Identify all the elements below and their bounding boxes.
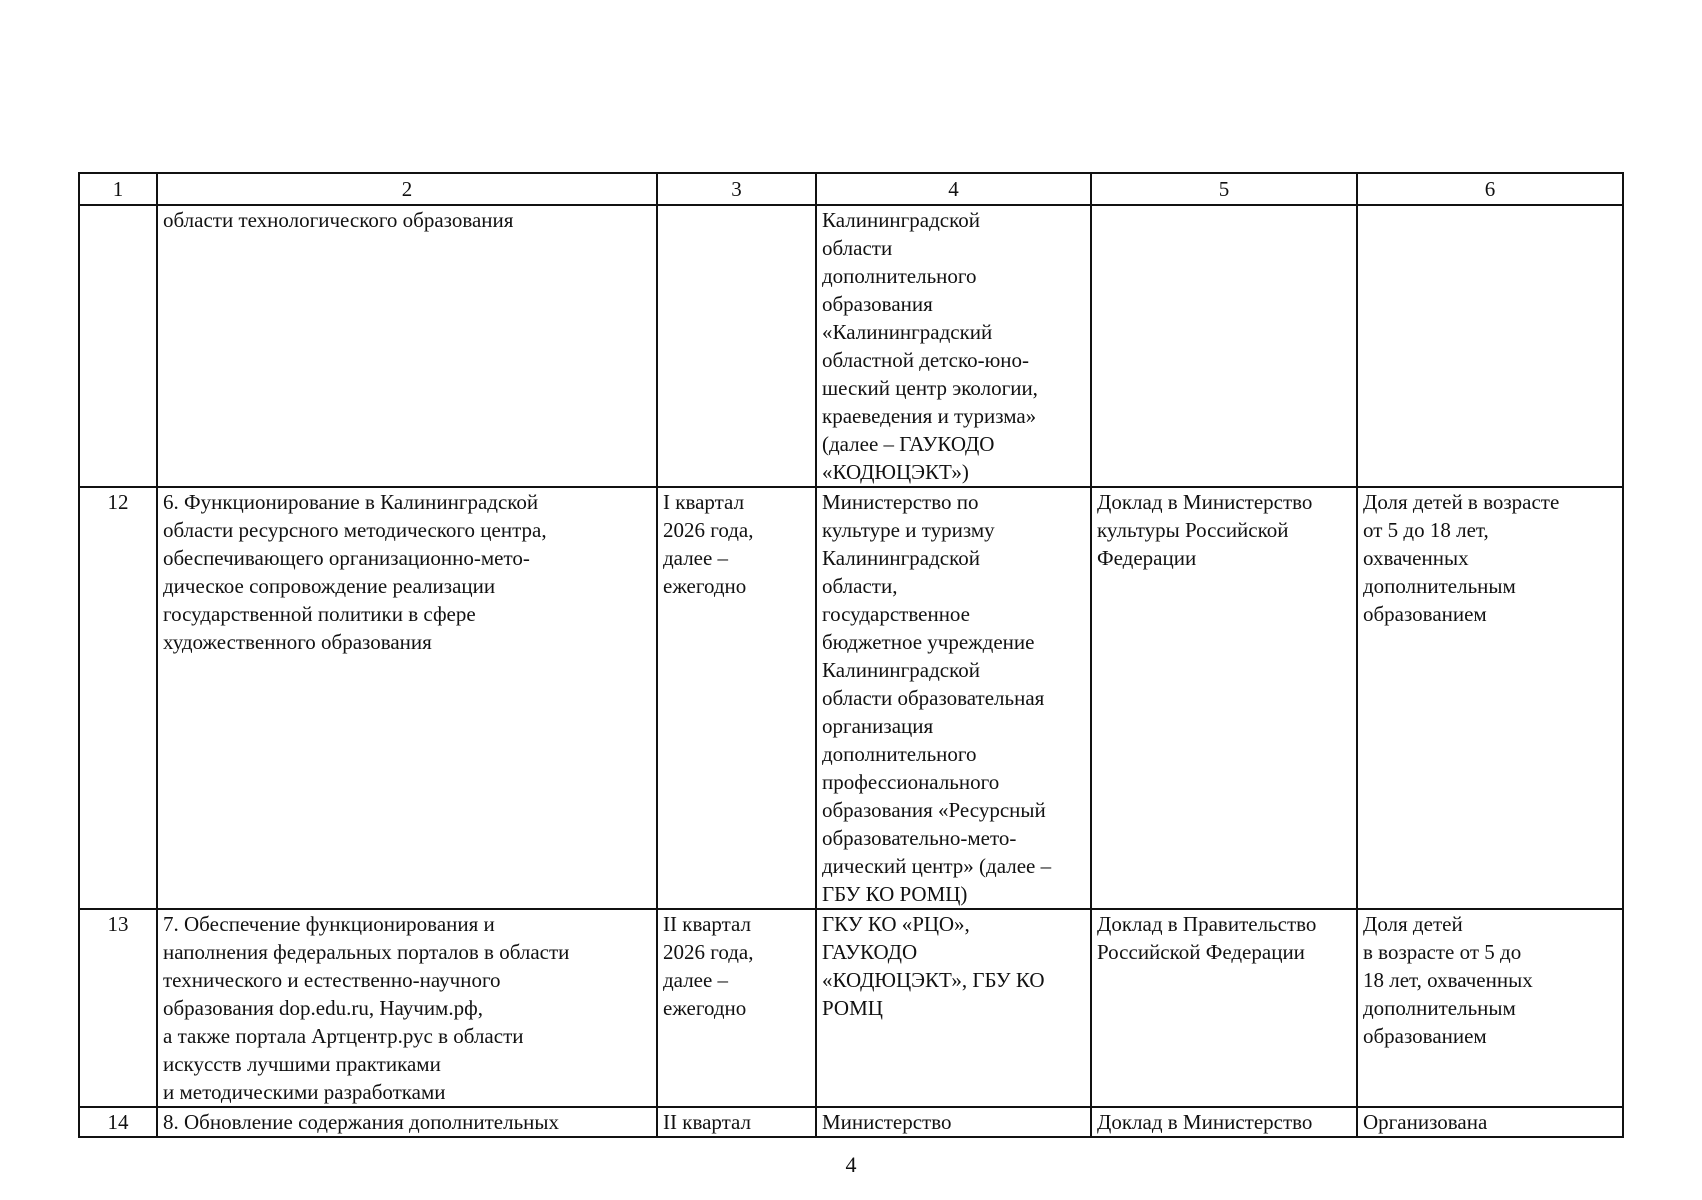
col-header-6: 6 [1357, 173, 1623, 205]
cell-result: Доклад в Министерство [1091, 1107, 1357, 1137]
cell-event: области технологического образования [157, 205, 657, 487]
header-row [79, 173, 1623, 205]
cell-num [79, 205, 157, 487]
cell-indicator: Доля детей в возрасте от 5 до 18 лет, охваченных дополнительным образованием [1357, 909, 1623, 1107]
cell-event: 7. Обеспечение функционирования и наполнения федеральных порталов в области технического и естественно-научного образования dop.edu.ru, Научим.рф, а также портала Артцентр.рус в области искусств лучшими практиками и методическими разработками [157, 909, 657, 1107]
cell-event: 6. Функционирование в Калининградской области ресурсного методического центра, обеспечивающего организационно-мето- дическое сопровождение реализации государственной политики в сфере художественного образования [157, 487, 657, 909]
cell-term: I квартал 2026 года, далее – ежегодно [657, 487, 816, 909]
cell-executor: Министерство [816, 1107, 1091, 1137]
table-row [79, 205, 1623, 487]
plan-table [78, 172, 1624, 1138]
table-row [79, 1107, 1623, 1137]
col-header-3: 3 [657, 173, 816, 205]
col-header-2: 2 [157, 173, 657, 205]
page-number: 4 [845, 1152, 857, 1177]
col-header-5: 5 [1091, 173, 1357, 205]
cell-indicator [1357, 205, 1623, 487]
cell-num: 12 [79, 487, 157, 909]
cell-executor: ГКУ КО «РЦО», ГАУКОДО «КОДЮЦЭКТ», ГБУ КО РОМЦ [816, 909, 1091, 1107]
cell-executor: Министерство по культуре и туризму Калининградской области, государственное бюджетное учреждение Калининградской области образовательная организация дополнительного профессионального образования «Ресурсный образовательно-мето- дический центр» (далее – ГБУ КО РОМЦ) [816, 487, 1091, 909]
cell-result: Доклад в Министерство культуры Российской Федерации [1091, 487, 1357, 909]
cell-indicator: Доля детей в возрасте от 5 до 18 лет, охваченных дополнительным образованием [1357, 487, 1623, 909]
cell-term [657, 205, 816, 487]
cell-term: II квартал 2026 года, далее – ежегодно [657, 909, 816, 1107]
col-header-4: 4 [816, 173, 1091, 205]
cell-result: Доклад в Правительство Российской Федерации [1091, 909, 1357, 1107]
cell-event: 8. Обновление содержания дополнительных [157, 1107, 657, 1137]
cell-executor: Калининградской области дополнительного образования «Калининградский областной детско-юно- шеский центр экологии, краеведения и туризма» (далее – ГАУКОДО «КОДЮЦЭКТ») [816, 205, 1091, 487]
table-row [79, 909, 1623, 1107]
cell-num: 14 [79, 1107, 157, 1137]
cell-term: II квартал [657, 1107, 816, 1137]
table-row [79, 487, 1623, 909]
col-header-1: 1 [79, 173, 157, 205]
cell-num: 13 [79, 909, 157, 1107]
cell-indicator: Организована [1357, 1107, 1623, 1137]
cell-result [1091, 205, 1357, 487]
